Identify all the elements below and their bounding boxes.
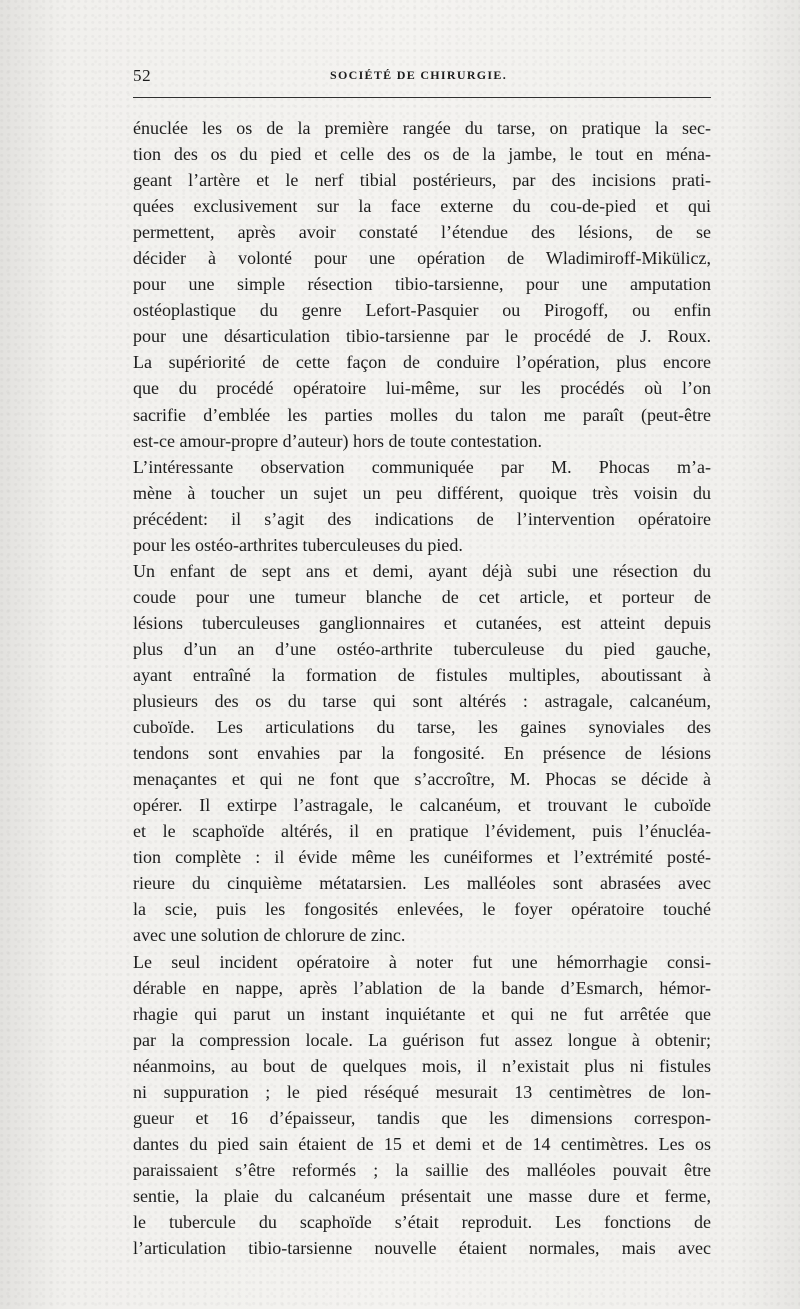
text-line: quées exclusivement sur la face externe du cou-de-pied et qui [133,196,711,217]
text-line: dérable en nappe, après l’ablation de la bande d’Esmarch, hémor- [133,977,711,998]
text-line: que du procédé opératoire lui-même, sur les procédés où l’on [133,378,711,399]
text-line: La supériorité de cette façon de conduire l’opération, plus encore [133,352,711,373]
running-head [133,66,711,88]
text-line: précédent: il s’agit des indications de l’intervention opératoire [133,508,711,529]
paragraph-last-line: pour les ostéo-arthrites tuberculeuses du pied. [133,534,463,555]
text-line: mène à toucher un sujet un peu différent, quoique très voisin du [133,482,711,503]
text-line: ayant entraîné la formation de fistules multiples, aboutissant à [133,664,711,685]
text-line: permettent, après avoir constaté l’étendue des lésions, de se [133,222,711,243]
text-line: décider à volonté pour une opération de Wladimiroff-Mikülicz, [133,248,711,269]
text-line: l’articulation tibio-tarsienne nouvelle étaient normales, mais avec [133,1238,711,1259]
paragraph-last-line: avec une solution de chlorure de zinc. [133,925,406,946]
text-line: lésions tuberculeuses ganglionnaires et cutanées, est atteint depuis [133,612,711,633]
text-line: gueur et 16 d’épaisseur, tandis que les dimensions correspon- [133,1107,711,1128]
running-title: SOCIÉTÉ DE CHIRURGIE. [330,68,508,82]
text-line: cuboïde. Les articulations du tarse, les gaines synoviales des [133,717,711,738]
text-line: tendons sont envahies par la fongosité. En présence de lésions [133,743,711,764]
text-line: la scie, puis les fongosités enlevées, le foyer opératoire touché [133,899,711,920]
text-line: énuclée les os de la première rangée du tarse, on pratique la sec- [133,118,711,138]
text-line: plusieurs des os du tarse qui sont altérés : astragale, calcanéum, [133,691,711,712]
text-line: plus d’un an d’une ostéo-arthrite tuberculeuse du pied gauche, [133,638,711,659]
text-line: pour une désarticulation tibio-tarsienne par le procédé de J. Roux. [133,326,711,347]
text-line: paraissaient s’être reformés ; la saillie des malléoles pouvait être [133,1159,711,1180]
body-text [133,115,711,1261]
text-line: rhagie qui parut un instant inquiétante et qui ne fut arrêtée que [133,1003,711,1024]
text-line: tion des os du pied et celle des os de la jambe, le tout en ména- [133,144,711,165]
text-line: Le seul incident opératoire à noter fut une hémorrhagie consi- [133,951,711,972]
text-line: ostéoplastique du genre Lefort-Pasquier ou Pirogoff, ou enfin [133,300,711,321]
text-line: geant l’artère et le nerf tibial postérieurs, par des incisions prati- [133,170,711,191]
header-rule [133,97,711,98]
text-line: menaçantes et qui ne font que s’accroître, M. Phocas se décide à [133,769,711,790]
text-line: le tubercule du scaphoïde s’était reproduit. Les fonctions de [133,1211,711,1232]
paragraph-last-line: est-ce amour-propre d’auteur) hors de toute contestation. [133,430,542,451]
text-line: dantes du pied sain étaient de 15 et demi et de 14 centimètres. Les os [133,1133,711,1154]
text-line: rieure du cinquième métatarsien. Les malléoles sont abrasées avec [133,873,711,894]
text-line: pour une simple résection tibio-tarsienne, pour une amputation [133,274,711,295]
text-line: ni suppuration ; le pied réséqué mesurait 13 centimètres de lon- [133,1081,711,1102]
text-line: L’intéressante observation communiquée par M. Phocas m’a- [133,456,711,477]
text-line: néanmoins, au bout de quelques mois, il n’existait plus ni fistules [133,1055,711,1076]
text-line: coude pour une tumeur blanche de cet article, et porteur de [133,586,711,607]
text-line: Un enfant de sept ans et demi, ayant déjà subi une résection du [133,560,711,581]
page-number: 52 [133,66,152,85]
text-line: tion complète : il évide même les cunéiformes et l’extrémité posté- [133,847,711,868]
text-line: opérer. Il extirpe l’astragale, le calcanéum, et trouvant le cuboïde [133,795,711,816]
text-line: sacrifie d’emblée les parties molles du talon me paraît (peut-être [133,404,711,425]
text-line: sentie, la plaie du calcanéum présentait une masse dure et ferme, [133,1185,711,1206]
text-line: et le scaphoïde altérés, il en pratique l’évidement, puis l’énucléa- [133,821,711,842]
text-line: par la compression locale. La guérison fut assez longue à obtenir; [133,1029,711,1050]
